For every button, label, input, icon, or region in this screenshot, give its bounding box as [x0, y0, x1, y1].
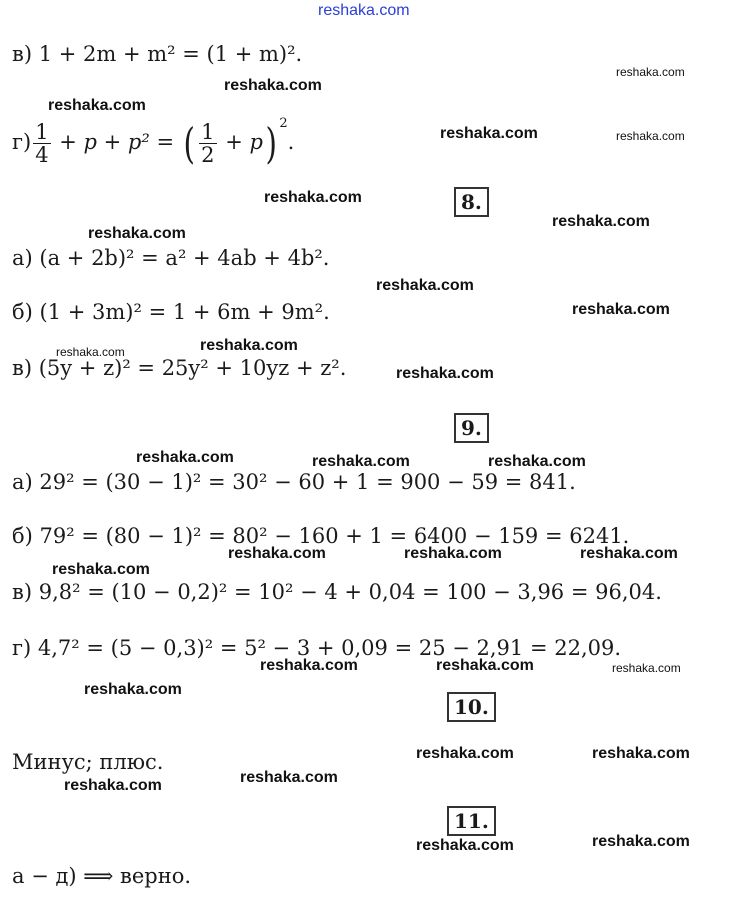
watermark: reshaka.com	[56, 345, 125, 359]
watermark: reshaka.com	[224, 77, 322, 94]
line-v-top	[12, 40, 302, 68]
math-inner-tail: + p	[225, 130, 263, 154]
item-label: в)	[12, 580, 33, 604]
watermark: reshaka.com	[228, 545, 326, 562]
problem-9-line-v	[12, 578, 662, 606]
math-expression: 79² = (80 − 1)² = 80² − 160 + 1 = 6400 − 159 = 6241.	[39, 524, 630, 548]
watermark: reshaka.com	[488, 453, 586, 470]
watermark: reshaka.com	[572, 301, 670, 318]
item-label: б)	[12, 300, 33, 324]
fraction-one-quarter: $\frac{1}{4}$	[35, 120, 49, 167]
problem-number-9: 9.	[454, 413, 489, 443]
watermark: reshaka.com	[52, 561, 150, 578]
watermark: reshaka.com	[240, 769, 338, 786]
watermark: reshaka.com	[436, 657, 534, 674]
site-watermark-top: reshaka.com	[318, 2, 410, 19]
watermark: reshaka.com	[48, 97, 146, 114]
watermark: reshaka.com	[64, 777, 162, 794]
watermark: reshaka.com	[592, 833, 690, 850]
item-label: в)	[12, 356, 33, 380]
math-expression: 9,8² = (10 − 0,2)² = 10² − 4 + 0,04 = 100 − 3,96 = 96,04.	[38, 580, 662, 604]
power: 2	[279, 116, 288, 131]
left-paren: (	[183, 118, 195, 168]
math-expression: (1 + 3m)² = 1 + 6m + 9m².	[39, 300, 330, 324]
watermark: reshaka.com	[396, 365, 494, 382]
item-label: б)	[12, 524, 33, 548]
watermark: reshaka.com	[616, 129, 685, 143]
watermark: reshaka.com	[416, 745, 514, 762]
problem-8-line-a	[12, 244, 329, 272]
math-expression: (5y + z)² = 25y² + 10yz + z².	[38, 356, 347, 380]
watermark: reshaka.com	[404, 545, 502, 562]
watermark: reshaka.com	[312, 453, 410, 470]
math-middle: + p + p² =	[59, 130, 175, 154]
watermark: reshaka.com	[616, 65, 685, 79]
problem-number-10: 10.	[447, 692, 496, 722]
math-expression: 1 + 2m + m² = (1 + m)².	[38, 42, 303, 66]
math-expression: (a + 2b)² = a² + 4ab + 4b².	[39, 246, 330, 270]
item-label: г)	[12, 636, 32, 660]
item-label: в)	[12, 42, 33, 66]
problem-11-answer	[12, 862, 191, 890]
problem-9-line-a	[12, 468, 576, 496]
item-label: а)	[12, 470, 33, 494]
watermark: reshaka.com	[440, 125, 538, 142]
problem-10-answer	[12, 748, 163, 776]
fraction-one-half: $\frac{1}{2}$	[201, 120, 215, 167]
item-label: а)	[12, 246, 33, 270]
watermark: reshaka.com	[376, 277, 474, 294]
watermark: reshaka.com	[200, 337, 298, 354]
watermark: reshaka.com	[580, 545, 678, 562]
watermark: reshaka.com	[136, 449, 234, 466]
watermark: reshaka.com	[612, 661, 681, 675]
answer-text: а − д) ⟹ верно.	[12, 864, 192, 888]
watermark: reshaka.com	[88, 225, 186, 242]
problem-8-line-b	[12, 298, 330, 326]
watermark: reshaka.com	[592, 745, 690, 762]
problem-number-11: 11.	[447, 806, 496, 836]
right-paren: )	[265, 118, 277, 168]
watermark: reshaka.com	[84, 681, 182, 698]
answer-text: Минус; плюс.	[12, 750, 164, 774]
watermark: reshaka.com	[264, 189, 362, 206]
item-label: г)	[12, 130, 32, 154]
math-expression: 29² = (30 − 1)² = 30² − 60 + 1 = 900 − 59 = 841.	[39, 470, 576, 494]
math-expression: 4,7² = (5 − 0,3)² = 5² − 3 + 0,09 = 25 − 2,91 = 22,09.	[37, 636, 622, 660]
watermark: reshaka.com	[260, 657, 358, 674]
watermark: reshaka.com	[552, 213, 650, 230]
end-dot: .	[287, 130, 295, 154]
problem-number-8: 8.	[454, 187, 489, 217]
watermark: reshaka.com	[416, 837, 514, 854]
